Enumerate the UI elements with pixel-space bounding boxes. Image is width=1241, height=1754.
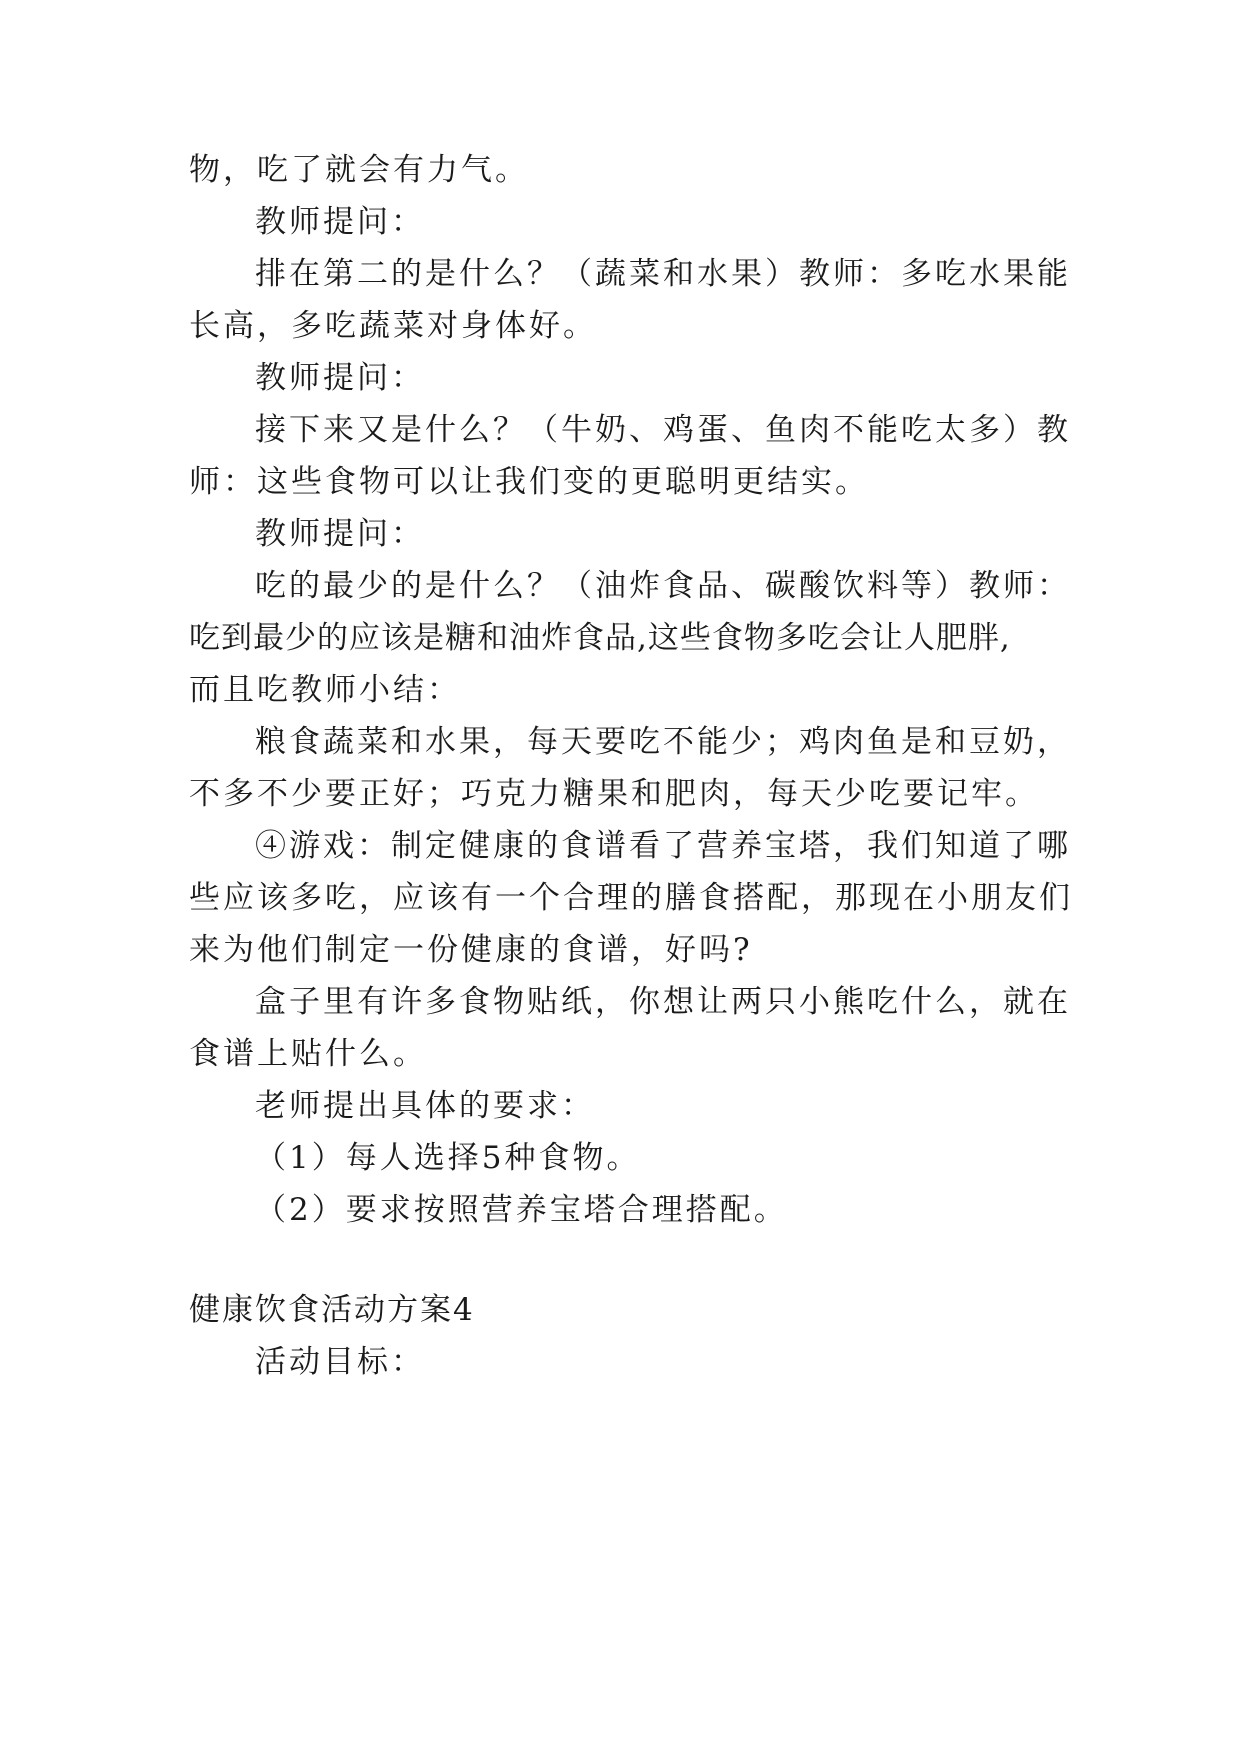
paragraph-line: 老师提出具体的要求： [255, 1088, 595, 1124]
paragraph-line: 来为他们制定一份健康的食谱，好吗? [189, 932, 753, 968]
paragraph-line: 教师提问： [255, 516, 425, 552]
paragraph-line: 吃的最少的是什么？（油炸食品、碳酸饮料等）教师： [255, 568, 1071, 604]
paragraph-line: 接下来又是什么？（牛奶、鸡蛋、鱼肉不能吃太多）教 [255, 412, 1071, 448]
list-item: （1）每人选择5种食物。 [255, 1140, 641, 1176]
paragraph-line: 盒子里有许多食物贴纸，你想让两只小熊吃什么，就在 [255, 984, 1071, 1020]
paragraph-line: 师：这些食物可以让我们变的更聪明更结实。 [189, 464, 869, 500]
paragraph-line: 长高，多吃蔬菜对身体好。 [189, 308, 597, 344]
section-subtitle: 活动目标： [255, 1344, 425, 1380]
paragraph-line: 不多不少要正好；巧克力糖果和肥肉，每天少吃要记牢。 [189, 776, 1039, 812]
paragraph-line: 而且吃教师小结： [189, 672, 461, 708]
paragraph-line: ④游戏：制定健康的食谱看了营养宝塔，我们知道了哪 [255, 828, 1071, 864]
section-title: 健康饮食活动方案4 [189, 1292, 475, 1328]
paragraph-line: 吃到最少的应该是糖和油炸食品,这些食物多吃会让人肥胖, [189, 620, 1011, 656]
paragraph-line: 物，吃了就会有力气。 [189, 152, 529, 188]
paragraph-line: 粮食蔬菜和水果，每天要吃不能少；鸡肉鱼是和豆奶， [255, 724, 1071, 760]
paragraph-line: 食谱上贴什么。 [189, 1036, 427, 1072]
paragraph-line: 教师提问： [255, 360, 425, 396]
list-item: （2）要求按照营养宝塔合理搭配。 [255, 1192, 788, 1228]
paragraph-line: 教师提问： [255, 204, 425, 240]
paragraph-line: 些应该多吃，应该有一个合理的膳食搭配，那现在小朋友们 [189, 880, 1073, 916]
paragraph-line: 排在第二的是什么？（蔬菜和水果）教师：多吃水果能 [255, 256, 1071, 292]
